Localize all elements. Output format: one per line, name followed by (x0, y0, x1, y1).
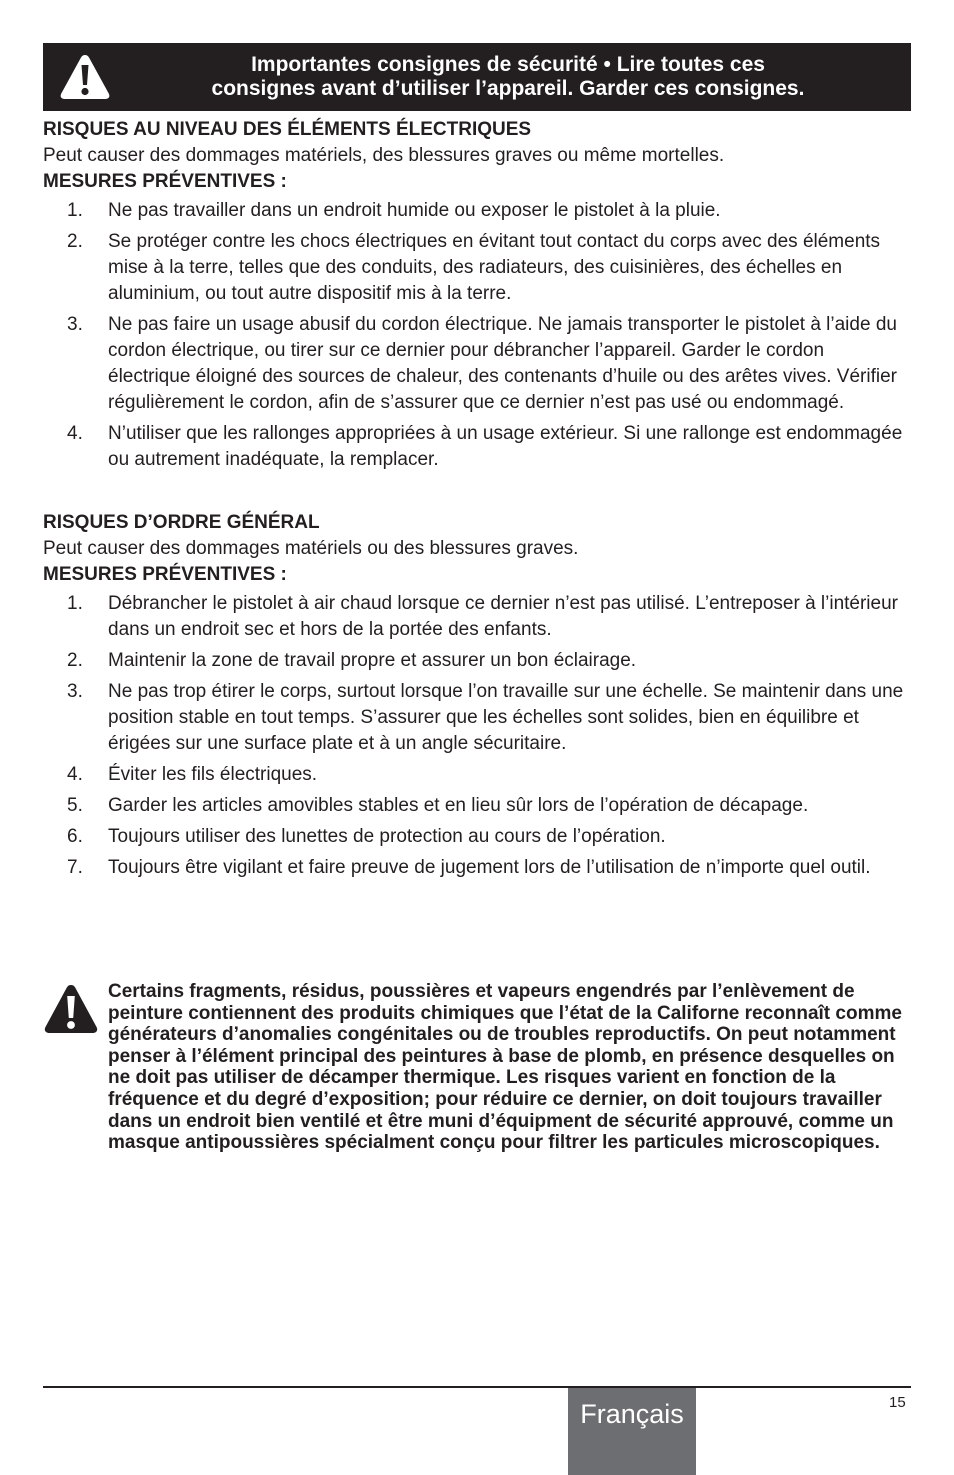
footer-divider (43, 1386, 911, 1388)
item-text: Ne pas trop étirer le corps, surtout lorsque l’on travaille sur une échelle. Se maintenir dans une position stable en tout temps. S’assurer que les échelles sont solides, bien en équilibre et érigées sur une surface plate et à un angle sécuritaire. (108, 681, 904, 754)
warning-triangle-icon (59, 53, 111, 101)
section-description: Peut causer des dommages matériels, des blessures graves ou même mortelles. (43, 145, 725, 166)
banner-line-1: Importantes consignes de sécurité • Lire toutes ces (251, 53, 765, 76)
item-text: Se protéger contre les chocs électriques en évitant tout contact du corps avec des éléments mise à la terre, telles que des conduits, des radiateurs, des cuisinières, des échelles en aluminium, ou tout autre dispositif mis à la terre. (108, 231, 881, 304)
item-number: 3. (67, 314, 83, 335)
prop65-warning (43, 981, 911, 1154)
measures-title: MESURES PRÉVENTIVES : (43, 171, 287, 192)
item-number: 6. (67, 826, 83, 847)
item-text: Toujours être vigilant et faire preuve de jugement lors de l’utilisation de n’importe quel outil. (108, 857, 871, 878)
banner-heading (119, 53, 897, 101)
list-item (43, 793, 911, 819)
item-text: Ne pas travailler dans un endroit humide ou exposer le pistolet à la pluie. (108, 200, 721, 221)
list-item (43, 762, 911, 788)
list-item (43, 648, 911, 674)
measures-title: MESURES PRÉVENTIVES : (43, 564, 287, 585)
warning-text: Certains fragments, résidus, poussières et vapeurs engendrés par l’enlèvement de peinture contiennent des produits chimiques que l’état de la Californe reconnaît comme générateurs d’anomalies congénitales ou de troubles reproductifs. On peut notamment penser à l’élément principal des peintures à base de plomb, en présence desquelles on ne doit pas utiliser de décamper thermique. Les risques varient en fonction de la fréquence et du degré d’exposition; pour réduire ce dernier, on doit toujours travailler dans un endroit bien ventilé et être muni d’équipment de sécurité approuvé, comme un masque antipoussières spécialment conçu pour filtrer les particules microscopiques. (108, 981, 902, 1154)
section-title: RISQUES D’ORDRE GÉNÉRAL (43, 512, 320, 533)
item-text: N’utiliser que les rallonges appropriées à un usage extérieur. Si une rallonge est endommagée ou autrement inadéquate, la remplacer. (108, 423, 903, 470)
section-electrical-risks (43, 117, 911, 473)
item-number: 3. (67, 681, 83, 702)
list-item (43, 824, 911, 850)
list-item (43, 229, 911, 307)
item-number: 2. (67, 650, 83, 671)
item-number: 7. (67, 857, 83, 878)
item-number: 4. (67, 764, 83, 785)
section-general-risks (43, 510, 911, 881)
list-item (43, 421, 911, 473)
section-title: RISQUES AU NIVEAU DES ÉLÉMENTS ÉLECTRIQUES (43, 119, 532, 140)
item-number: 4. (67, 423, 83, 444)
item-text: Ne pas faire un usage abusif du cordon électrique. Ne jamais transporter le pistolet à l’aide du cordon électrique, ou tirer sur ce dernier pour débrancher l’appareil. Garder le cordon électrique éloigné des sources de chaleur, des contenants d’huile ou des arêtes vives. Vérifier régulièrement le cordon, afin de s’assurer que ce dernier n’est pas usé ou endommagé. (108, 314, 897, 413)
list-item (43, 312, 911, 416)
list-item (43, 679, 911, 757)
main-content (43, 117, 911, 886)
page-number: 15 (889, 1394, 906, 1411)
measures-list (43, 591, 911, 881)
warning-triangle-icon (43, 983, 99, 1035)
item-number: 1. (67, 593, 83, 614)
item-text: Débrancher le pistolet à air chaud lorsque ce dernier n’est pas utilisé. L’entreposer à l’intérieur dans un endroit sec et hors de la portée des enfants. (108, 593, 898, 640)
list-item (43, 855, 911, 881)
banner-line-2: consignes avant d’utiliser l’appareil. Garder ces consignes. (211, 77, 805, 100)
list-item (43, 198, 911, 224)
item-text: Garder les articles amovibles stables et en lieu sûr lors de l’opération de décapage. (108, 795, 809, 816)
item-text: Toujours utiliser des lunettes de protection au cours de l’opération. (108, 826, 666, 847)
item-number: 5. (67, 795, 83, 816)
item-number: 1. (67, 200, 83, 221)
language-tab: Français (568, 1388, 696, 1475)
item-text: Maintenir la zone de travail propre et assurer un bon éclairage. (108, 650, 637, 671)
measures-list (43, 198, 911, 473)
item-number: 2. (67, 231, 83, 252)
list-item (43, 591, 911, 643)
item-text: Éviter les fils électriques. (108, 764, 318, 785)
section-description: Peut causer des dommages matériels ou des blessures graves. (43, 538, 579, 559)
safety-banner (43, 43, 911, 111)
